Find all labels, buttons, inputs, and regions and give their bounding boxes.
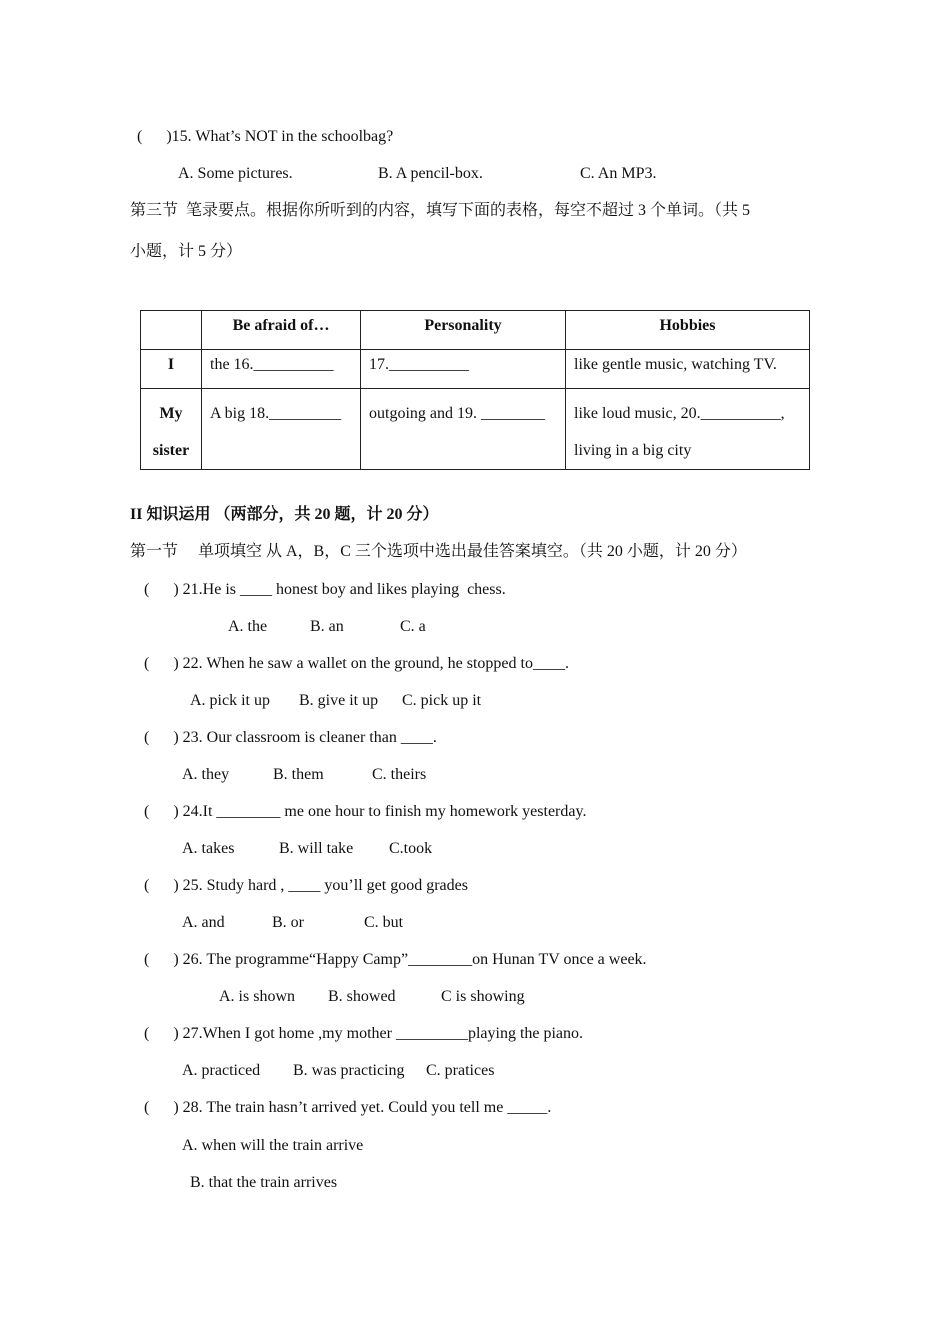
- question-24-option-a[interactable]: A. takes: [182, 840, 235, 857]
- section-3-instruction-line1: 第三节 笔录要点。根据你所听到的内容，填写下面的表格，每空不超过 3 个单词。（共 5: [130, 202, 751, 219]
- question-24-option-c[interactable]: C.took: [389, 840, 433, 857]
- question-15-option-c: C. An MP3.: [580, 165, 657, 182]
- question-25-option-a[interactable]: A. and: [182, 914, 225, 931]
- question-27-option-b[interactable]: B. was practicing: [293, 1062, 405, 1079]
- question-23-stem: ( ) 23. Our classroom is cleaner than ____.: [144, 729, 437, 746]
- table-row-label: [141, 389, 202, 470]
- question-22-option-b[interactable]: B. give it up: [299, 692, 379, 709]
- notes-table: [140, 310, 810, 470]
- question-25-option-c[interactable]: C. but: [364, 914, 404, 931]
- table-header-personality: Personality: [361, 311, 566, 350]
- question-15-stem: ( )15. What’s NOT in the schoolbag?: [137, 128, 394, 145]
- question-15-option-b: B. A pencil-box.: [378, 165, 483, 182]
- question-25-stem: ( ) 25. Study hard , ____ you’ll get good grades: [144, 877, 468, 894]
- question-28-option-a[interactable]: A. when will the train arrive: [182, 1137, 364, 1154]
- question-26-option-b[interactable]: B. showed: [328, 988, 396, 1005]
- question-26-option-a[interactable]: A. is shown: [219, 988, 296, 1005]
- question-26-stem: ( ) 26. The programme“Happy Camp”________on Hunan TV once a week.: [144, 951, 647, 968]
- table-cell-hobbies-line1: like loud music, 20.__________,: [574, 405, 785, 422]
- question-27-option-c[interactable]: C. pratices: [426, 1062, 495, 1079]
- table-cell-hobbies-line2: living in a big city: [574, 442, 692, 459]
- question-22-option-c[interactable]: C. pick up it: [402, 692, 482, 709]
- table-cell-hobbies-blank-20[interactable]: [566, 389, 810, 470]
- question-23-option-c[interactable]: C. theirs: [372, 766, 427, 783]
- table-header-row: [141, 311, 810, 350]
- table-cell-blank-18[interactable]: A big 18._________: [202, 389, 361, 470]
- table-header-afraid: Be afraid of…: [202, 311, 361, 350]
- question-27-option-a[interactable]: A. practiced: [182, 1062, 261, 1079]
- question-21-option-c[interactable]: C. a: [400, 618, 426, 635]
- table-row: [141, 350, 810, 389]
- table-header-empty: [141, 311, 202, 350]
- table-row-label-line2: sister: [152, 442, 190, 459]
- table-row: [141, 389, 810, 470]
- question-15-option-a: A. Some pictures.: [178, 165, 293, 182]
- question-28-option-b[interactable]: B. that the train arrives: [190, 1174, 338, 1191]
- question-23-option-a[interactable]: A. they: [182, 766, 230, 783]
- question-26-option-c[interactable]: C is showing: [441, 988, 525, 1005]
- question-27-stem: ( ) 27.When I got home ,my mother _________playing the piano.: [144, 1025, 584, 1042]
- question-24-stem: ( ) 24.It ________ me one hour to finish my homework yesterday.: [144, 803, 587, 820]
- question-28-stem: ( ) 28. The train hasn’t arrived yet. Could you tell me _____.: [144, 1099, 552, 1116]
- question-21-option-a[interactable]: A. the: [228, 618, 268, 635]
- question-23-option-b[interactable]: B. them: [273, 766, 324, 783]
- table-cell-blank-19[interactable]: outgoing and 19. ________: [361, 389, 566, 470]
- question-21-stem: ( ) 21.He is ____ honest boy and likes playing chess.: [144, 581, 506, 598]
- table-cell-blank-16[interactable]: the 16.__________: [202, 350, 361, 389]
- question-24-option-b[interactable]: B. will take: [279, 840, 354, 857]
- question-25-option-b[interactable]: B. or: [272, 914, 304, 931]
- part-2-section-1-instruction: 第一节 单项填空 从 A，B，C 三个选项中选出最佳答案填空。（共 20 小题，计 20 分）: [130, 543, 747, 560]
- table-cell-hobbies: like gentle music, watching TV.: [566, 350, 810, 389]
- question-22-stem: ( ) 22. When he saw a wallet on the ground, he stopped to____.: [144, 655, 569, 672]
- table-row-label-line1: My: [159, 405, 183, 422]
- table-row-label: I: [141, 350, 202, 389]
- table-cell-blank-17[interactable]: 17.__________: [361, 350, 566, 389]
- section-3-instruction-line2: 小题，计 5 分）: [130, 243, 243, 260]
- question-22-option-a[interactable]: A. pick it up: [190, 692, 270, 709]
- part-2-title: II 知识运用 （两部分，共 20 题，计 20 分）: [130, 506, 439, 523]
- question-21-option-b[interactable]: B. an: [310, 618, 344, 635]
- table-header-hobbies: Hobbies: [566, 311, 810, 350]
